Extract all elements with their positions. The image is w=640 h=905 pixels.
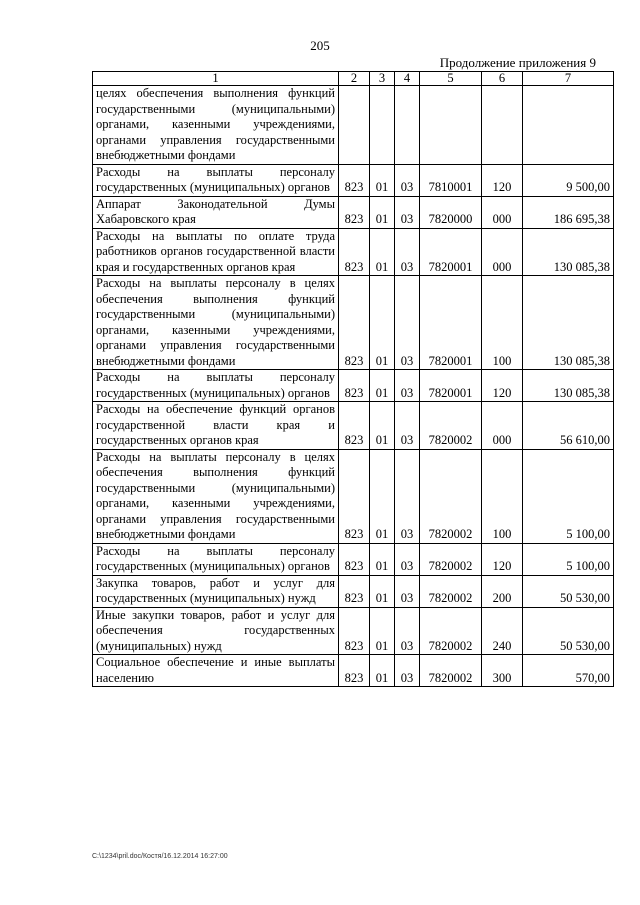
row-cell-c4: 03	[395, 196, 420, 228]
row-description: Социальное обеспечение и иные выплаты населению	[93, 655, 339, 687]
row-cell-c5: 7820002	[420, 543, 482, 575]
row-cell-c3: 01	[370, 575, 395, 607]
row-cell-c3: 01	[370, 449, 395, 543]
row-cell-c2: 823	[339, 370, 370, 402]
row-cell-c2: 823	[339, 655, 370, 687]
row-cell-c5: 7820001	[420, 276, 482, 370]
row-cell-c4: 03	[395, 575, 420, 607]
row-cell-c4: 03	[395, 164, 420, 196]
row-cell-c2: 823	[339, 276, 370, 370]
row-cell-c4: 03	[395, 655, 420, 687]
row-cell-c6: 240	[482, 607, 523, 655]
header-row	[93, 72, 614, 86]
table-row	[93, 655, 614, 687]
row-cell-c3: 01	[370, 276, 395, 370]
table-row	[93, 196, 614, 228]
row-cell-c2: 823	[339, 164, 370, 196]
table-row	[93, 449, 614, 543]
continuation-label: Продолжение приложения 9	[439, 55, 596, 70]
row-cell-c7: 9 500,00	[523, 164, 614, 196]
header-cell: 1	[93, 72, 339, 86]
row-cell-c4: 03	[395, 276, 420, 370]
footer-path: C:\1234\pril.doc/Костя/16.12.2014 16:27:00	[92, 853, 228, 860]
row-cell-c3: 01	[370, 607, 395, 655]
table-row	[93, 164, 614, 196]
row-cell-c7: 130 085,38	[523, 276, 614, 370]
row-cell-c4: 03	[395, 449, 420, 543]
row-cell-c2: 823	[339, 575, 370, 607]
table-row	[93, 370, 614, 402]
header-cell: 7	[523, 72, 614, 86]
row-cell-c7: 130 085,38	[523, 228, 614, 276]
table-row	[93, 575, 614, 607]
row-cell-c5: 7820000	[420, 196, 482, 228]
row-cell-c5: 7820001	[420, 228, 482, 276]
row-description: целях обеспечения выполнения функций государственными (муниципальными) органами, казенными учреждениями, органами управления государственными внебюджетными фондами	[93, 86, 339, 165]
row-cell-c2: 823	[339, 228, 370, 276]
row-description: Расходы на выплаты персоналу государственных (муниципальных) органов	[93, 543, 339, 575]
row-cell-c5: 7820002	[420, 575, 482, 607]
row-cell-c2	[339, 86, 370, 165]
row-cell-c6: 300	[482, 655, 523, 687]
row-cell-c3	[370, 86, 395, 165]
row-cell-c3: 01	[370, 164, 395, 196]
row-cell-c7: 570,00	[523, 655, 614, 687]
row-cell-c2: 823	[339, 607, 370, 655]
row-cell-c6: 100	[482, 449, 523, 543]
row-description: Расходы на обеспечение функций органов государственной власти края и государственных органов края	[93, 402, 339, 450]
row-cell-c6: 120	[482, 543, 523, 575]
row-description: Расходы на выплаты персоналу в целях обеспечения выполнения функций государственными (муниципальными) органами, казенными учреждениями, органами управления государственными внебюджетными фондами	[93, 449, 339, 543]
header-cell: 2	[339, 72, 370, 86]
row-cell-c3: 01	[370, 370, 395, 402]
row-cell-c2: 823	[339, 196, 370, 228]
row-cell-c5: 7820002	[420, 449, 482, 543]
page-number: 205	[310, 38, 330, 53]
row-cell-c7: 186 695,38	[523, 196, 614, 228]
budget-table	[92, 71, 614, 687]
row-cell-c6	[482, 86, 523, 165]
row-cell-c6: 000	[482, 402, 523, 450]
row-cell-c3: 01	[370, 228, 395, 276]
row-cell-c5: 7810001	[420, 164, 482, 196]
row-cell-c4: 03	[395, 543, 420, 575]
table-row	[93, 402, 614, 450]
row-cell-c7: 130 085,38	[523, 370, 614, 402]
row-cell-c4	[395, 86, 420, 165]
table-row	[93, 543, 614, 575]
row-cell-c3: 01	[370, 543, 395, 575]
row-cell-c6: 200	[482, 575, 523, 607]
row-cell-c6: 120	[482, 164, 523, 196]
header-cell: 6	[482, 72, 523, 86]
row-description: Расходы на выплаты по оплате труда работников органов государственной власти края и государственных органов края	[93, 228, 339, 276]
row-cell-c4: 03	[395, 370, 420, 402]
row-cell-c6: 000	[482, 196, 523, 228]
row-cell-c6: 000	[482, 228, 523, 276]
row-cell-c7	[523, 86, 614, 165]
row-description: Расходы на выплаты персоналу государственных (муниципальных) органов	[93, 164, 339, 196]
row-cell-c2: 823	[339, 402, 370, 450]
row-cell-c2: 823	[339, 449, 370, 543]
row-description: Расходы на выплаты персоналу государственных (муниципальных) органов	[93, 370, 339, 402]
row-cell-c4: 03	[395, 607, 420, 655]
header-cell: 4	[395, 72, 420, 86]
table-row	[93, 86, 614, 165]
row-cell-c5: 7820002	[420, 655, 482, 687]
row-cell-c5: 7820002	[420, 402, 482, 450]
row-description: Закупка товаров, работ и услуг для государственных (муниципальных) нужд	[93, 575, 339, 607]
table-row	[93, 276, 614, 370]
row-description: Иные закупки товаров, работ и услуг для обеспечения государственных (муниципальных) нужд	[93, 607, 339, 655]
row-description: Расходы на выплаты персоналу в целях обеспечения выполнения функций государственными (муниципальными) органами, казенными учреждениями, органами управления государственными внебюджетными фондами	[93, 276, 339, 370]
row-cell-c6: 120	[482, 370, 523, 402]
row-cell-c7: 50 530,00	[523, 607, 614, 655]
row-cell-c5: 7820002	[420, 607, 482, 655]
row-cell-c7: 56 610,00	[523, 402, 614, 450]
row-cell-c2: 823	[339, 543, 370, 575]
row-cell-c6: 100	[482, 276, 523, 370]
header-cell: 5	[420, 72, 482, 86]
row-cell-c5: 7820001	[420, 370, 482, 402]
row-cell-c3: 01	[370, 196, 395, 228]
row-cell-c5	[420, 86, 482, 165]
table-row	[93, 607, 614, 655]
table-row	[93, 228, 614, 276]
row-cell-c7: 50 530,00	[523, 575, 614, 607]
row-cell-c7: 5 100,00	[523, 543, 614, 575]
row-cell-c7: 5 100,00	[523, 449, 614, 543]
row-cell-c3: 01	[370, 402, 395, 450]
row-cell-c4: 03	[395, 402, 420, 450]
row-description: Аппарат Законодательной Думы Хабаровского края	[93, 196, 339, 228]
header-cell: 3	[370, 72, 395, 86]
row-cell-c3: 01	[370, 655, 395, 687]
row-cell-c4: 03	[395, 228, 420, 276]
